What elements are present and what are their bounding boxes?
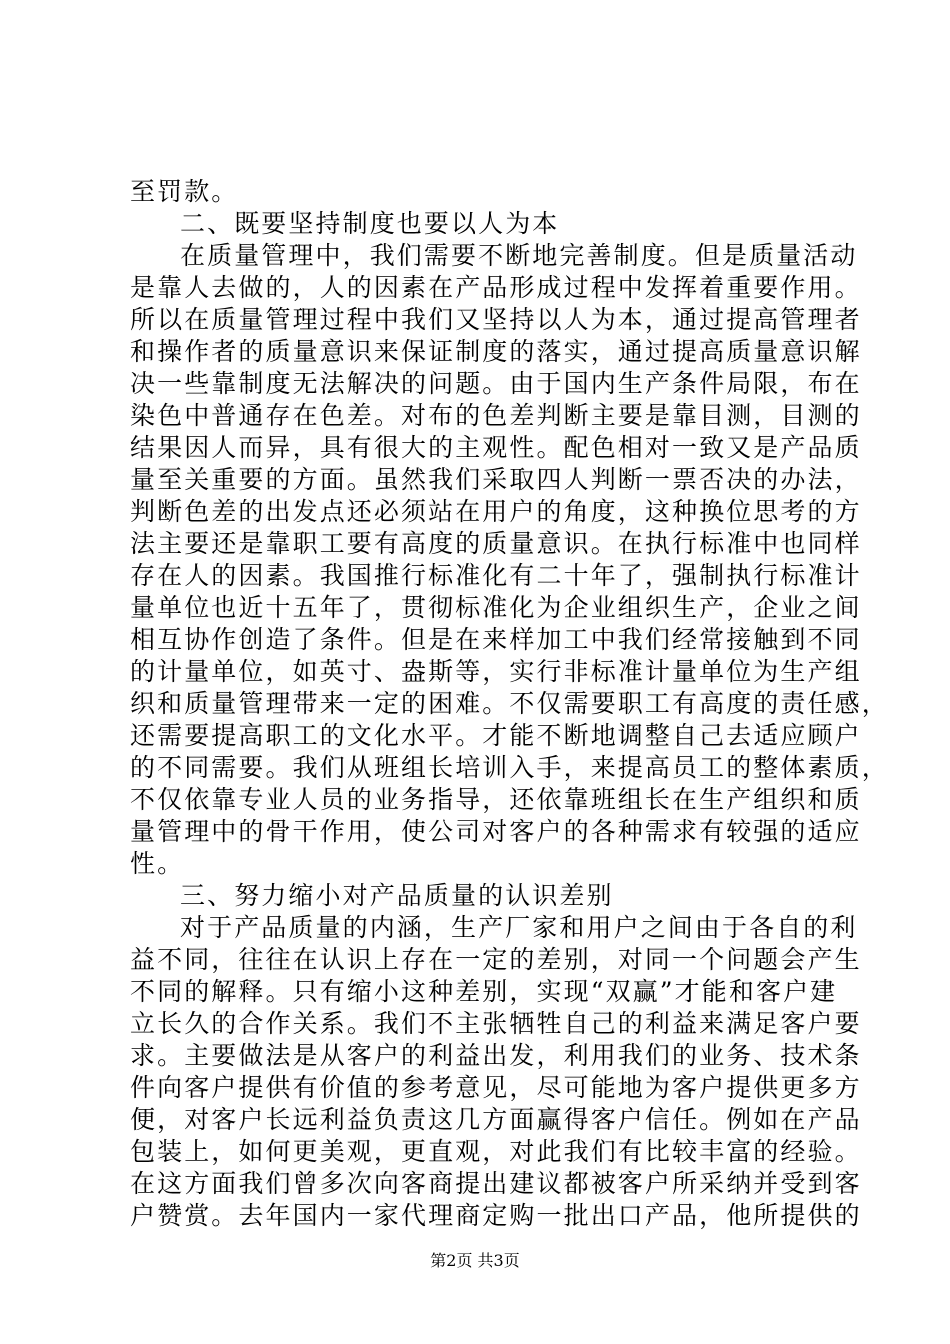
text-line: 还需要提高职工的文化水平。才能不断地调整自己去适应顾户 — [130, 721, 862, 750]
text-line: 是靠人去做的，人的因素在产品形成过程中发挥着重要作用。 — [130, 273, 862, 302]
text-line: 结果因人而异，具有很大的主观性。配色相对一致又是产品质 — [130, 433, 862, 462]
text-line: 决一些靠制度无法解决的问题。由于国内生产条件局限，布在 — [130, 369, 862, 398]
text-line: 包装上，如何更美观，更直观，对此我们有比较丰富的经验。 — [130, 1137, 862, 1166]
text-line: 不仅依靠专业人员的业务指导，还依靠班组长在生产组织和质 — [130, 785, 862, 814]
text-line: 便，对客户长远利益负责这几方面赢得客户信任。例如在产品 — [130, 1105, 862, 1134]
text-line: 件向客户提供有价值的参考意见，尽可能地为客户提供更多方 — [130, 1073, 862, 1102]
text-line: 求。主要做法是从客户的利益出发，利用我们的业务、技术条 — [130, 1041, 862, 1070]
text-line: 染色中普通存在色差。对布的色差判断主要是靠目测，目测的 — [130, 401, 862, 430]
text-line: 法主要还是靠职工要有高度的质量意识。在执行标准中也同样 — [130, 529, 862, 558]
text-line: 益不同，往往在认识上存在一定的差别，对同一个问题会产生 — [130, 945, 862, 974]
section-heading-3: 三、努力缩小对产品质量的认识差别 — [180, 881, 614, 910]
text-line: 相互协作创造了条件。但是在来样加工中我们经常接触到不同 — [130, 625, 862, 654]
text-line: 至罚款。 — [130, 177, 239, 206]
section-heading-2: 二、既要坚持制度也要以人为本 — [180, 209, 560, 238]
text-line: 判断色差的出发点还必须站在用户的角度，这种换位思考的方 — [130, 497, 862, 526]
text-line: 织和质量管理带来一定的困难。不仅需要职工有高度的责任感， — [130, 689, 889, 718]
text-line: 存在人的因素。我国推行标准化有二十年了，强制执行标准计 — [130, 561, 862, 590]
text-line: 量单位也近十五年了，贯彻标准化为企业组织生产，企业之间 — [130, 593, 862, 622]
text-line: 不同的解释。只有缩小这种差别，实现“双赢”才能和客户建 — [130, 977, 838, 1006]
page-number-footer: 第2页 共3页 — [430, 1251, 520, 1270]
text-line: 性。 — [130, 849, 185, 878]
text-line: 量管理中的骨干作用，使公司对客户的各种需求有较强的适应 — [130, 817, 862, 846]
paragraph-start: 对于产品质量的内涵，生产厂家和用户之间由于各自的利 — [180, 913, 858, 942]
text-line: 在这方面我们曾多次向客商提出建议都被客户所采纳并受到客 — [130, 1169, 862, 1198]
text-line: 的不同需要。我们从班组长培训入手，来提高员工的整体素质， — [130, 753, 889, 782]
text-line: 立长久的合作关系。我们不主张牺牲自己的利益来满足客户要 — [130, 1009, 862, 1038]
text-line: 的计量单位，如英寸、盎斯等，实行非标准计量单位为生产组 — [130, 657, 862, 686]
text-line: 量至关重要的方面。虽然我们采取四人判断一票否决的办法， — [130, 465, 862, 494]
paragraph-start: 在质量管理中，我们需要不断地完善制度。但是质量活动 — [180, 241, 858, 270]
text-line: 所以在质量管理过程中我们又坚持以人为本，通过提高管理者 — [130, 305, 862, 334]
text-line: 户赞赏。去年国内一家代理商定购一批出口产品，他所提供的 — [130, 1201, 862, 1230]
text-line: 和操作者的质量意识来保证制度的落实，通过提高质量意识解 — [130, 337, 862, 366]
